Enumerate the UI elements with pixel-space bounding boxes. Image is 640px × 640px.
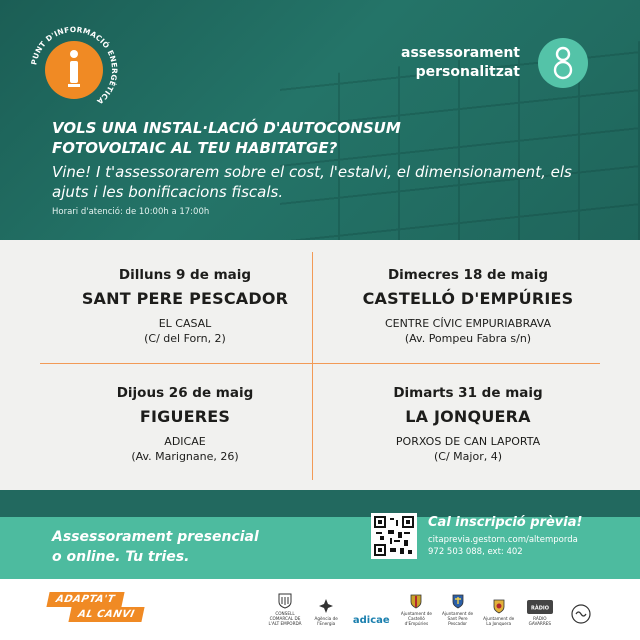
registration-phone: 972 503 088, ext: 402 <box>428 547 523 557</box>
event-date: Dimarts 31 de maig <box>393 385 543 401</box>
person-icon <box>538 38 588 88</box>
svg-text:RÀDIO: RÀDIO <box>530 605 549 612</box>
adicae-logo <box>350 615 392 626</box>
event-venue: CENTRE CÍVIC EMPURIABRAVA <box>385 317 551 330</box>
event-card-figueres <box>55 384 315 464</box>
service-label <box>401 44 520 82</box>
punt-informacio-logo <box>22 18 126 122</box>
subtitle: Vine! I t'assessorarem sobre el cost, l'estalvi, el dimensionament, els ajuts i les bonificacions fiscals. <box>52 163 572 201</box>
headline-line-1: VOLS UNA INSTAL·LACIÓ D'AUTOCONSUM <box>52 119 401 137</box>
event-town: LA JONQUERA <box>405 407 531 426</box>
sant-pere-shield-icon <box>441 594 475 626</box>
radio-wave-logo <box>564 604 598 626</box>
radio-gavarres-logo <box>523 600 557 626</box>
castello-shield-icon <box>399 594 433 626</box>
campaign-line-1: ADAPTA'T <box>46 592 124 607</box>
adaptat-al-canvi-logo <box>48 592 162 624</box>
service-line-2: personalitzat <box>415 64 520 80</box>
registration-title: Cal inscripció prèvia! <box>428 515 583 530</box>
tagline-line-1: Assessorament presencial <box>52 529 259 545</box>
opening-hours: Horari d'atenció: de 10:00h a 17:00h <box>52 207 210 217</box>
consell-comarcal-logo <box>268 593 302 626</box>
sponsor-name: adicae <box>352 615 390 626</box>
jonquera-shield-icon <box>482 599 516 626</box>
sponsor-logos <box>268 592 598 626</box>
agencia-energia-logo <box>309 598 343 626</box>
event-card-castello <box>323 266 613 346</box>
sponsor-name: CONSELL COMARCAL DE L'ALT EMPORDÀ <box>268 611 302 626</box>
event-venue: PORXOS DE CAN LAPORTA <box>395 435 541 448</box>
event-date: Dijous 26 de maig <box>116 385 254 401</box>
sponsor-name: Ajuntament de Castelló d'Empúries <box>400 611 432 626</box>
event-address: (Av. Pompeu Fabra s/n) <box>404 332 532 345</box>
tagline-line-2: o online. Tu tries. <box>52 549 190 565</box>
qr-code-icon[interactable] <box>371 513 417 559</box>
headline-line-2: FOTOVOLTAIC AL TEU HABITATGE? <box>52 139 338 157</box>
logo-ring-text: PUNT D'INFORMACIÓ ENERGÈTICA <box>29 24 120 107</box>
sponsor-name: Ajuntament de Sant Pere Pescador <box>442 611 474 626</box>
event-card-la-jonquera <box>323 384 613 464</box>
event-town: SANT PERE PESCADOR <box>81 289 289 308</box>
registration-link[interactable]: citaprevia.gestorn.com/altemporda <box>428 535 578 545</box>
event-date: Dilluns 9 de maig <box>118 267 252 283</box>
event-town: FIGUERES <box>139 407 231 426</box>
event-venue: EL CASAL <box>158 317 212 330</box>
campaign-line-2: AL CANVI <box>68 607 144 622</box>
event-date: Dimecres 18 de maig <box>387 267 549 283</box>
sponsor-name: Ajuntament de La Jonquera <box>483 616 515 626</box>
event-address: (Av. Marignane, 26) <box>131 450 239 463</box>
event-town: CASTELLÓ D'EMPÚRIES <box>362 289 574 308</box>
sponsor-name: Agència de l'Energia <box>314 616 338 626</box>
sponsor-name: RÀDIO GAVARRES <box>528 616 552 626</box>
event-card-sant-pere <box>55 266 315 346</box>
headline <box>52 118 612 158</box>
event-address: (C/ del Forn, 2) <box>144 332 226 345</box>
tagline <box>52 527 259 567</box>
horizontal-divider <box>40 363 600 364</box>
event-venue: ADICAE <box>164 435 206 448</box>
event-address: (C/ Major, 4) <box>434 450 502 463</box>
service-line-1: assessorament <box>401 45 520 61</box>
